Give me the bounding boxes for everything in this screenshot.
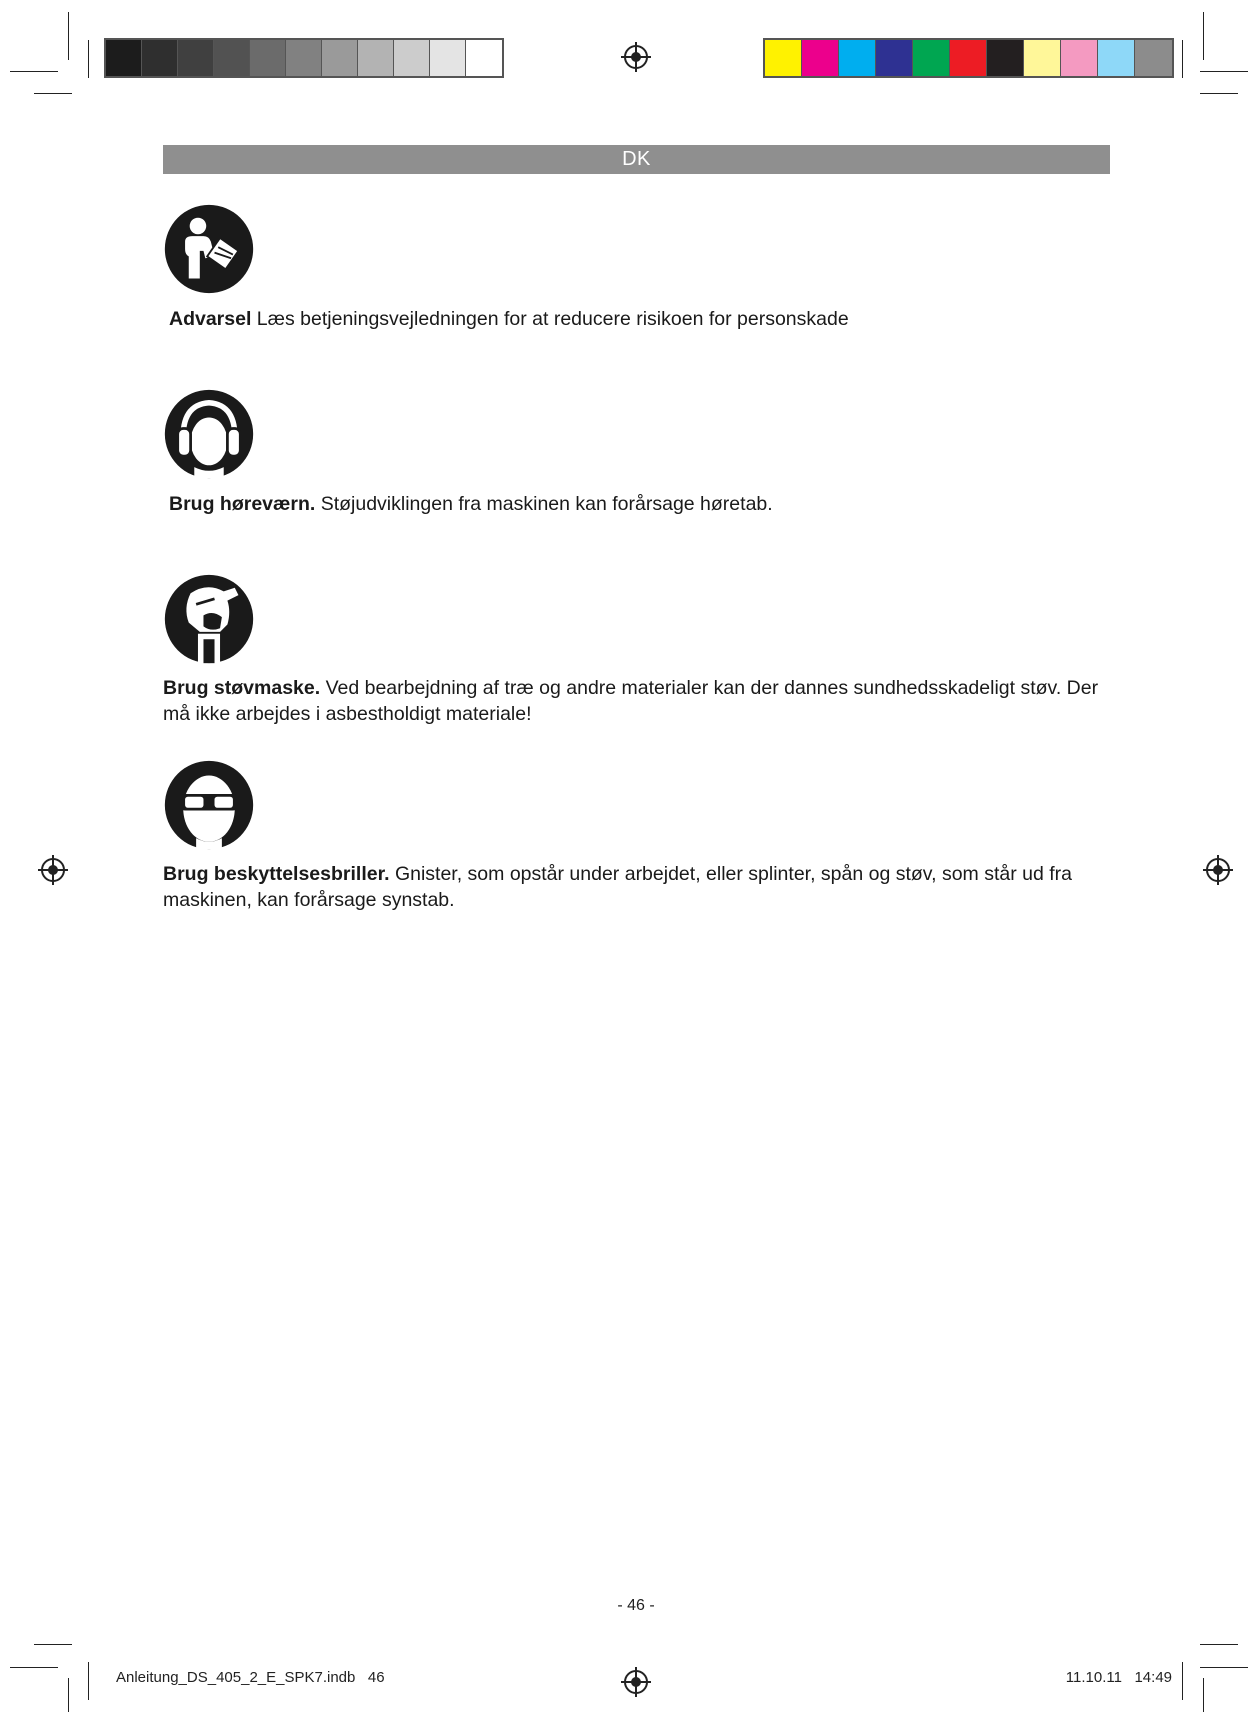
color-swatch xyxy=(876,40,913,76)
section-title: Brug støvmaske. xyxy=(163,677,321,699)
color-swatch xyxy=(358,40,394,76)
footer-file-name: Anleitung_DS_405_2_E_SPK7.indb 46 xyxy=(116,1669,385,1686)
color-swatch xyxy=(430,40,466,76)
section-title: Advarsel xyxy=(169,308,252,330)
crop-mark xyxy=(1182,1662,1183,1700)
color-swatch xyxy=(1061,40,1098,76)
page-number: - 46 - xyxy=(617,1597,655,1614)
crop-mark xyxy=(1203,1678,1204,1712)
safety-section-read-manual xyxy=(163,203,1113,332)
color-swatch xyxy=(394,40,430,76)
crop-mark xyxy=(1182,40,1183,78)
crop-mark xyxy=(10,71,58,72)
dust-mask-icon xyxy=(163,573,255,665)
color-swatch xyxy=(839,40,876,76)
registration-mark-icon xyxy=(1202,854,1234,886)
registration-mark-icon xyxy=(37,854,69,886)
safety-section-ear-protection xyxy=(163,388,1113,517)
crop-mark xyxy=(1200,1644,1238,1645)
color-swatch xyxy=(802,40,839,76)
color-swatch xyxy=(987,40,1024,76)
crop-mark xyxy=(88,1662,89,1700)
language-header: DK xyxy=(163,145,1110,174)
color-swatch xyxy=(1135,40,1172,76)
color-calibration-bar xyxy=(763,38,1174,78)
color-swatch xyxy=(765,40,802,76)
color-swatch xyxy=(286,40,322,76)
crop-mark xyxy=(34,1644,72,1645)
safety-goggles-icon xyxy=(163,759,255,851)
section-text: Støjudviklingen fra maskinen kan forårsage høretab. xyxy=(315,493,773,515)
crop-mark xyxy=(68,1678,69,1712)
color-swatch xyxy=(950,40,987,76)
crop-mark xyxy=(88,40,89,78)
section-text: Læs betjeningsvejledningen for at reducere risikoen for personskade xyxy=(251,308,849,330)
crop-mark xyxy=(1200,71,1248,72)
crop-mark xyxy=(34,93,72,94)
crop-mark xyxy=(10,1667,58,1668)
section-title: Brug høreværn. xyxy=(169,493,316,515)
crop-mark xyxy=(1203,12,1204,60)
color-swatch xyxy=(178,40,214,76)
safety-section-safety-goggles xyxy=(163,759,1113,913)
footer-date-time: 11.10.11 14:49 xyxy=(1065,1669,1172,1686)
read-manual-icon xyxy=(163,203,255,295)
color-swatch xyxy=(1098,40,1135,76)
ear-protection-icon xyxy=(163,388,255,480)
registration-mark-icon xyxy=(620,41,652,73)
safety-section-dust-mask xyxy=(163,573,1113,727)
crop-mark xyxy=(1200,93,1238,94)
color-swatch xyxy=(214,40,250,76)
color-swatch xyxy=(466,40,502,76)
section-text: Gnister, som opstår under arbejdet, eller splinter, spån og støv, som står ud fra maskinen, kan forårsage synstab. xyxy=(163,863,1072,911)
color-swatch xyxy=(1024,40,1061,76)
color-swatch xyxy=(142,40,178,76)
crop-mark xyxy=(68,12,69,60)
color-swatch xyxy=(106,40,142,76)
registration-mark-icon xyxy=(620,1666,652,1698)
crop-mark xyxy=(1200,1667,1248,1668)
section-text: Ved bearbejdning af træ og andre materialer kan der dannes sundhedsskadeligt støv. Der må ikke arbejdes i asbestholdigt materiale! xyxy=(163,677,1099,725)
color-swatch xyxy=(913,40,950,76)
grayscale-calibration-bar xyxy=(104,38,504,78)
section-title: Brug beskyttelsesbriller. xyxy=(163,863,390,885)
color-swatch xyxy=(322,40,358,76)
color-swatch xyxy=(250,40,286,76)
